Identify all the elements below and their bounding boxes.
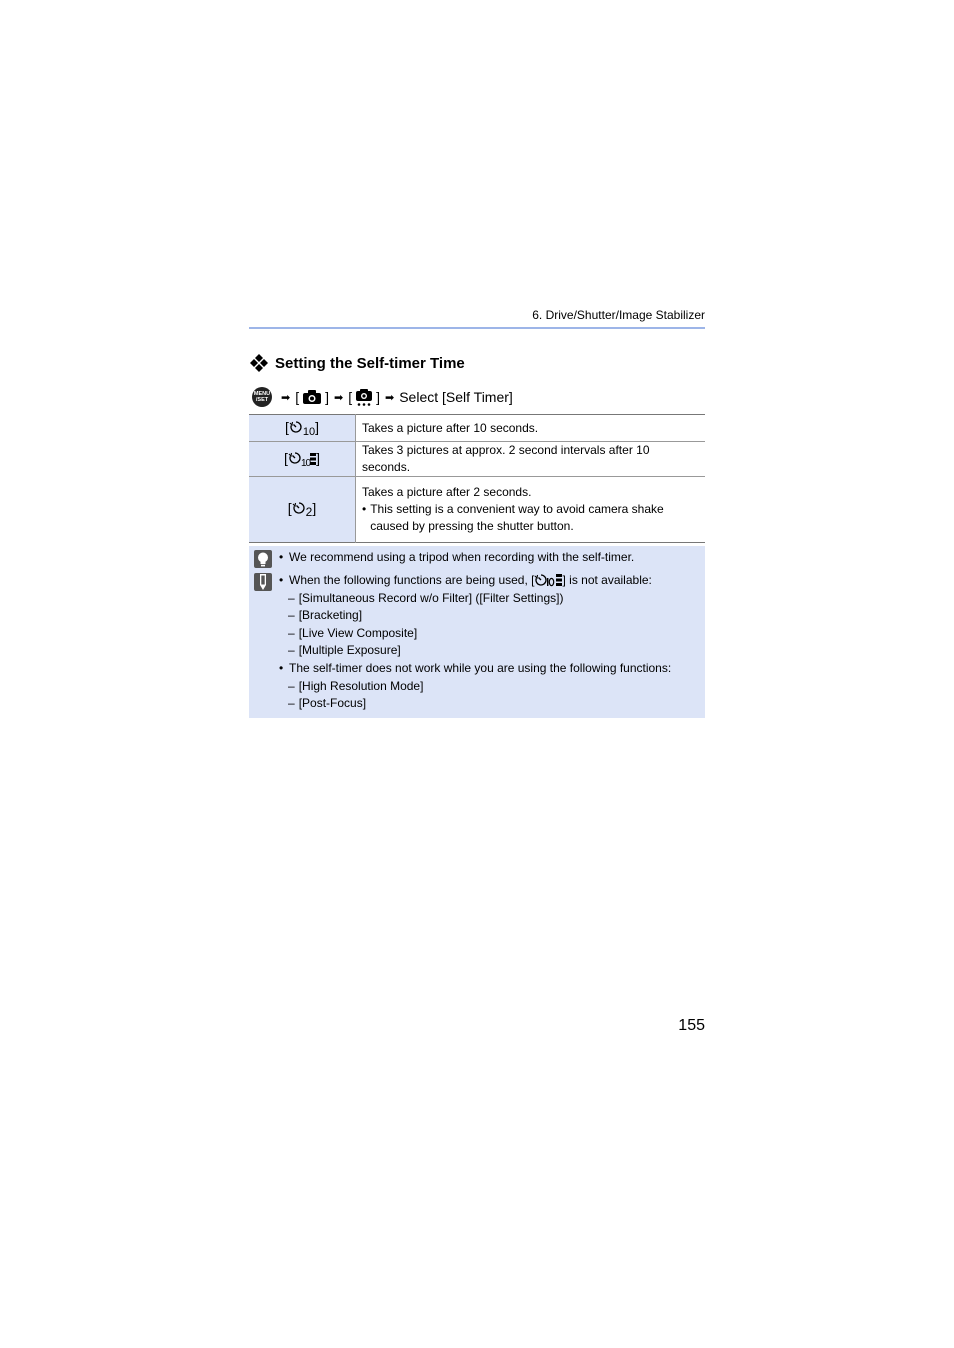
note-sub-item: – [High Resolution Mode]	[288, 678, 424, 693]
arrow-right-icon: ➡	[281, 391, 291, 404]
page-number: 155	[678, 1017, 705, 1034]
table-row	[249, 415, 705, 442]
table-icon-cell: [ 10]	[249, 415, 356, 442]
note-list	[279, 572, 699, 713]
menu-path-select: Select [Self Timer]	[399, 389, 513, 405]
header-rule	[249, 327, 705, 329]
lightbulb-icon	[254, 550, 272, 568]
section-heading	[250, 354, 465, 372]
self-timer-burst-icon	[288, 451, 301, 465]
table-description-bullet: • This setting is a convenient way to avoid camera shake caused by pressing the shutter button.	[362, 502, 664, 533]
table-row	[249, 442, 705, 477]
note-sub-item: – [Post-Focus]	[288, 696, 367, 711]
menu-path: MENU /SET ➡ [ ] ➡ [ ] ➡ Select [Self Timer]	[253, 389, 513, 405]
table-icon-cell: [ $_{10}$ ]	[249, 442, 356, 477]
table-description: Takes a picture after 2 seconds.	[362, 485, 532, 499]
self-timer-table	[249, 414, 705, 543]
table-row	[249, 477, 705, 543]
note-sub-item: – [Bracketing]	[288, 608, 363, 623]
camera-icon	[303, 390, 321, 404]
diamond-cluster-icon	[250, 354, 268, 372]
arrow-right-icon: ➡	[385, 391, 395, 404]
note-item: • When the following functions are being used, [ ] is not available:	[279, 573, 652, 587]
note-sub-item: – [Multiple Exposure]	[288, 643, 401, 658]
chapter-label: 6. Drive/Shutter/Image Stabilizer	[532, 308, 705, 322]
self-timer-burst-icon	[534, 573, 562, 587]
note-sub-item: – [Simultaneous Record w/o Filter] ([Filter Settings])	[288, 590, 564, 605]
table-description: Takes a picture after 10 seconds.	[356, 415, 706, 442]
pencil-note-icon	[254, 573, 272, 591]
table-description: Takes 3 pictures at approx. 2 second intervals after 10 seconds.	[356, 442, 706, 477]
self-timer-icon	[292, 501, 306, 515]
notes-box	[249, 546, 705, 718]
note-sub-item: – [Live View Composite]	[288, 625, 418, 640]
self-timer-icon	[289, 420, 303, 434]
note-item: • The self-timer does not work while you are using the following functions:	[279, 660, 672, 675]
table-description-cell	[356, 477, 706, 543]
table-icon-cell: [ 2]	[249, 477, 356, 543]
arrow-right-icon: ➡	[334, 391, 344, 404]
section-title: Setting the Self-timer Time	[275, 354, 465, 372]
menu-set-icon: MENU /SET	[252, 387, 272, 407]
camera-settings-icon	[356, 389, 372, 406]
tip-text: • We recommend using a tripod when recording with the self-timer.	[279, 550, 635, 564]
